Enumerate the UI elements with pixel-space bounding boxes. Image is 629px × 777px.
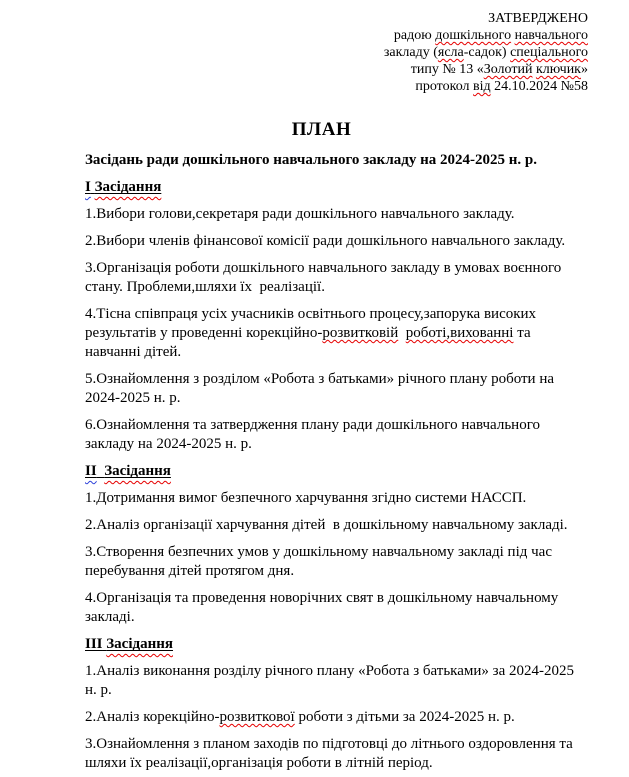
misspelled-word: розвитковій (322, 325, 399, 341)
text-run: 24.10.2024 №58 (490, 79, 588, 94)
text-run: та навчанні дітей. (85, 325, 531, 360)
misspelled-word: навчального (514, 28, 588, 43)
list-item: 4.Організація та проведення новорічних свят в дошкільному навчальному закладі. (85, 590, 559, 625)
misspelled-word (95, 179, 162, 195)
section-3-heading (85, 635, 588, 654)
list-item: 1.Дотримання вимог безпечного харчування згідно системи НАССП. (85, 490, 527, 506)
list-item (85, 305, 588, 362)
approval-line-1 (85, 10, 588, 27)
misspelled-word: Золотий (483, 62, 533, 77)
text-run: радою (393, 28, 436, 43)
approval-line-4 (85, 61, 588, 78)
heading-word: Засідання (94, 179, 162, 195)
text-run: закладу ( (383, 45, 438, 60)
list-item: 3.Ознайомлення з планом заходів по підготовці до літнього оздоровлення та шляхи їх реалізації,організація роботи в літній період. (85, 736, 573, 771)
document-subtitle: Засідань ради дошкільного навчального закладу на 2024-2025 н. р. (85, 152, 537, 168)
list-item: 6.Ознайомлення та затвердження плану ради дошкільного навчального закладу на 2024-2025 н. р. (85, 417, 540, 452)
section-2-heading (85, 462, 588, 481)
misspelled-word: від (473, 79, 491, 94)
heading-numeral: І (85, 179, 91, 195)
approval-line-2 (85, 27, 588, 44)
approval-line-5 (85, 78, 588, 95)
misspelled-word: дошкільного (435, 28, 512, 43)
text-run: -садок) (463, 45, 511, 60)
text-run: типу № 13 « (410, 62, 484, 77)
text-run: ЗАТВЕРДЖЕНО (488, 11, 588, 26)
approval-line-3 (85, 44, 588, 61)
misspelled-word: розвиткової (219, 709, 295, 725)
list-item: 2.Вибори членів фінансової комісії ради дошкільного навчального закладу. (85, 233, 566, 249)
text-run: » (581, 62, 588, 77)
misspelled-word: ключик (535, 62, 581, 77)
misspelled-word (104, 463, 171, 479)
grammar-squiggle (85, 179, 91, 195)
page-title: ПЛАН (291, 119, 352, 140)
text-run: 4.Тісна співпраця усіх учасників освітнього процесу,запорука високих результатів у проведенні корекційно- (85, 306, 537, 341)
list-item (85, 708, 588, 727)
list-item: 1.Вибори голови,секретаря ради дошкільного навчального закладу. (85, 206, 515, 222)
heading-numeral: ІІІ (85, 636, 103, 652)
misspelled-word: спеціального (510, 45, 588, 60)
text-run: роботи з дітьми за 2024-2025 н. р. (294, 709, 515, 725)
section-1-heading (85, 178, 588, 197)
list-item: 2.Аналіз організації харчування дітей в дошкільному навчальному закладі. (85, 517, 568, 533)
misspelled-word (106, 636, 173, 652)
text-run: 2.Аналіз корекційно- (85, 709, 220, 725)
text-run (398, 325, 406, 341)
grammar-squiggle (85, 463, 97, 479)
list-item: 1.Аналіз виконання розділу річного плану «Робота з батьками» за 2024-2025 н. р. (85, 663, 574, 698)
list-item: 3.Створення безпечних умов у дошкільному навчальному закладі під час перебування дітей протягом дня. (85, 544, 552, 579)
heading-word: Засідання (106, 636, 173, 652)
list-item: 5.Ознайомлення з розділом «Робота з батьками» річного плану роботи на 2024-2025 н. р. (85, 371, 555, 406)
heading-word: Засідання (104, 463, 171, 479)
misspelled-word: роботі,вихованні (405, 325, 514, 341)
text-run: протокол (415, 79, 474, 94)
approval-block (85, 10, 588, 95)
list-item: 3.Організація роботи дошкільного навчального закладу в умовах воєнного стану. Проблеми,шляхи їх реалізації. (85, 260, 562, 295)
misspelled-word: ясла (437, 45, 464, 60)
heading-numeral: ІІ (85, 463, 97, 479)
